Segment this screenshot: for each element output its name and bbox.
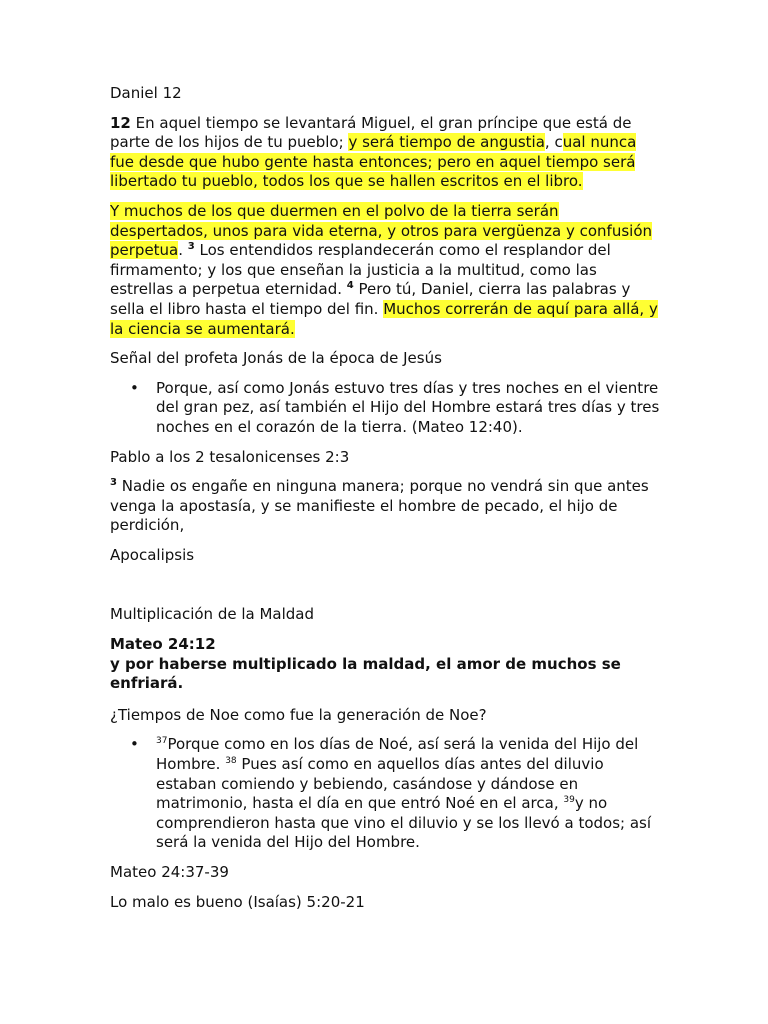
- heading-noe: ¿Tiempos de Noe como fue la generación de Noe?: [110, 705, 487, 724]
- verse-number: 3: [187, 241, 195, 253]
- bullet-list-jonas: [110, 379, 660, 438]
- highlighted-text: Muchos correrán de aquí para allá, y la ciencia se aumentará.: [110, 299, 658, 338]
- list-item: [130, 735, 660, 853]
- document-body: [110, 84, 660, 922]
- bullet-icon: •: [130, 378, 139, 397]
- reference-mateo-24-37-39: Mateo 24:37-39: [110, 863, 229, 881]
- heading-maldad: Multiplicación de la Maldad: [110, 605, 315, 624]
- paragraph-daniel-12-1: [110, 114, 660, 192]
- text-run: Pues así como en aquellos días antes del diluvio estaban comiendo y bebiendo, casándose y dándose en matrimonio, hasta el día en que entró Noé en el arca,: [156, 755, 604, 813]
- text-run: En aquel tiempo se levantará Miguel, el gran príncipe que está de parte de los hijos de tu pueblo;: [110, 113, 632, 152]
- list-item-text: Porque, así como Jonás estuvo tres días y tres noches en el vientre del gran pez, así también el Hijo del Hombre estará tres días y tres noches en el corazón de la tierra. (Mateo 12:40).: [156, 378, 660, 436]
- verse-number: 38: [225, 756, 237, 767]
- paragraph-daniel-12-2: [110, 202, 660, 339]
- text-run: Porque como en los días de Noé, así será la venida del Hijo del Hombre.: [156, 735, 639, 774]
- verse-number: 4: [346, 280, 354, 292]
- highlighted-text: y será tiempo de angustia: [348, 133, 545, 152]
- text-run: Pero tú, Daniel, cierra las palabras y sella el libro hasta el tiempo del fin.: [110, 280, 631, 318]
- verse-reference: Mateo 24:12: [110, 635, 216, 654]
- heading-daniel-12: Daniel 12: [110, 84, 182, 102]
- heading-apocalipsis: Apocalipsis: [110, 545, 195, 564]
- verse-text: y por haberse multiplicado la maldad, el amor de muchos se enfriará.: [110, 654, 621, 693]
- list-item: [130, 378, 660, 438]
- chapter-number: 12: [110, 113, 131, 132]
- list-item-text: [156, 735, 651, 851]
- paragraph-pablo: [110, 477, 660, 536]
- bullet-list-noe: [110, 735, 660, 853]
- verse-number: 39: [563, 795, 575, 806]
- text-run: Nadie os engañe en ninguna manera; porque no vendrá sin que antes venga la apostasía, y se manifieste el hombre de pecado, el hijo de perdición,: [110, 477, 649, 535]
- text-run: Los entendidos resplandecerán como el resplandor del firmamento; y los que enseñan la justicia a la multitud, como las estrellas a perpetua eternidad.: [110, 241, 611, 299]
- heading-pablo: Pablo a los 2 tesalonicenses 2:3: [110, 447, 350, 466]
- heading-isaias: Lo malo es bueno (Isaías) 5:20-21: [110, 892, 365, 911]
- blank-line: [110, 575, 660, 605]
- text-run: , c: [544, 133, 563, 152]
- verse-number: 37: [156, 736, 168, 747]
- highlighted-text: Y muchos de los que duermen en el polvo de la tierra serán despertados, unos para vida eterna, y otros para vergüenza y confusión perpetua: [110, 201, 652, 260]
- text-run: .: [178, 241, 188, 260]
- bullet-icon: •: [130, 735, 139, 754]
- highlighted-text: ual nunca fue desde que hubo gente hasta entonces; pero en aquel tiempo será libertado tu pueblo, todos los que se hallen escritos en el libro.: [110, 133, 637, 191]
- text-run: y no comprendieron hasta que vino el diluvio y se los llevó a todos; así será la venida del Hijo del Hombre.: [156, 794, 652, 852]
- heading-jonas: Señal del profeta Jonás de la época de Jesús: [110, 349, 442, 368]
- verse-number: 3: [110, 477, 117, 489]
- paragraph-mateo-24-12: [110, 635, 660, 694]
